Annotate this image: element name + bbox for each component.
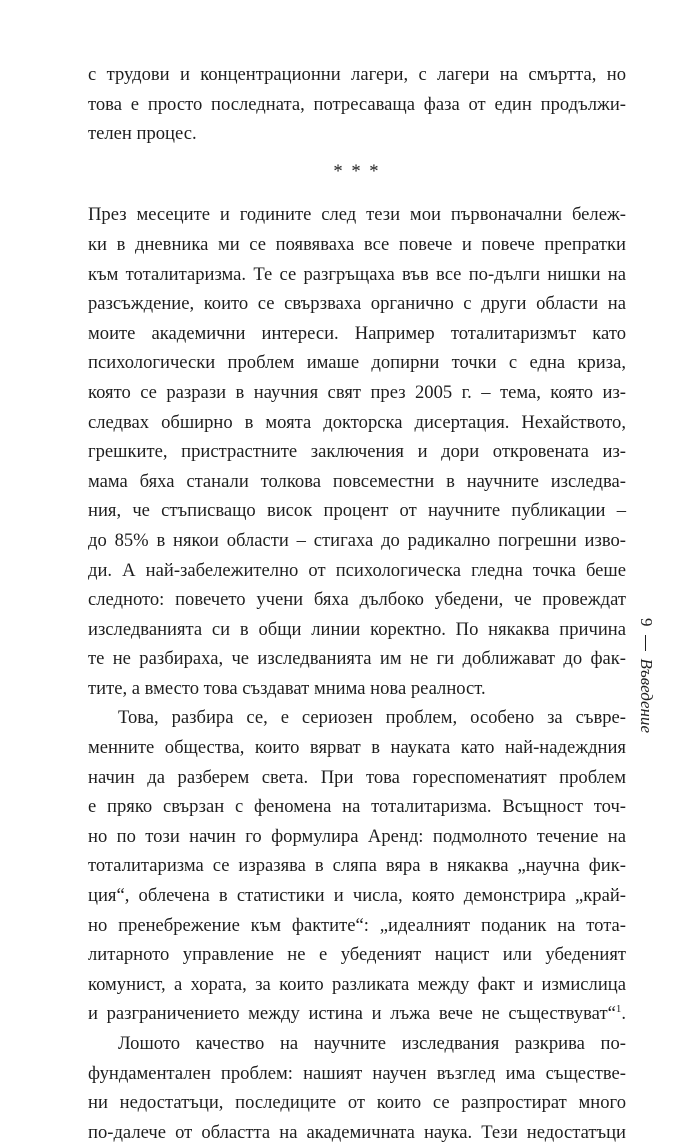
text-line: моите академични интереси. Например тоталитаризмът като <box>88 322 626 344</box>
text-line: Това, разбира се, е сериозен проблем, особено за съвре- <box>118 707 626 729</box>
text-line: През месеците и годините след тези мои първоначални бележ- <box>88 204 626 226</box>
text-line: с трудови и концентрационни лагери, с лагери на смъртта, но <box>88 64 626 85</box>
text-line: изследванията си в общи линии коректно. По някаква причина <box>88 618 626 640</box>
text-line: комунист, а хората, за които разликата между факт и измислица <box>88 973 626 995</box>
text-line: телен процес. <box>88 123 197 145</box>
body-text <box>88 60 626 1147</box>
text-line: литарното управление не е убеденият нацист или убеденият <box>88 944 626 966</box>
text-line: ди. А най-забележително от психологическа гледна точка беше <box>88 559 626 581</box>
page-number: 9 <box>637 618 656 627</box>
text-line: фундаментален проблем: нашият научен възглед има съществе- <box>88 1062 626 1084</box>
text-line: ния, че стъписващо висок процент от научните публикации – <box>88 500 626 522</box>
text-line: менните общества, които вярват в науката като най-надеждния <box>88 737 626 759</box>
text-line: следното: повечето учени бяха дълбоко убедени, че провеждат <box>88 589 626 611</box>
text-line: тоталитаризма се изразява в сляпа вяра в някаква „научна фик- <box>88 855 626 877</box>
text-line: разсъждение, които се свързваха органично с други области на <box>88 293 626 315</box>
text-line: психологически проблем имаше допирни точки с една криза, <box>88 352 626 374</box>
text-line: е пряко свързан с феномена на тоталитаризма. Всъщност точ- <box>88 796 626 818</box>
text-line: грешките, пристрастните заключения и дори откровената из- <box>88 441 626 463</box>
text-line: която се разрази в научния свят през 2005 г. – тема, която из- <box>88 381 626 403</box>
header-divider <box>646 635 647 651</box>
text-line: това е просто последната, потресаваща фаза от един продължи- <box>88 93 626 115</box>
text-line: те не разбираха, че изследванията им не ги доближават до фак- <box>88 648 626 670</box>
text-line: ки в дневника ми се появяваха все повече и повече препратки <box>88 233 626 255</box>
text-line: но пренебрежение към фактите“: „идеалният поданик на тота- <box>88 914 626 936</box>
running-header-content <box>636 618 656 818</box>
text-line: но по този начин го формулира Аренд: подмолното течение на <box>88 825 626 847</box>
text-line: ни недостатъци, последиците от които се разпростират много <box>88 1092 626 1114</box>
text-line: ция“, облечена в статистики и числа, която демонстрира „край- <box>88 885 626 907</box>
section-title: Въведение <box>637 658 656 734</box>
text-line: следвах обширно в моята докторска дисертация. Нехайството, <box>88 411 626 433</box>
text-line: до 85% в някои области – стигаха до радикално погрешни изво- <box>88 529 626 551</box>
footnote-reference[interactable]: 1 <box>615 1003 622 1016</box>
text-line-with-footnote: и разграничението между истина и лъжа вече не съществуват“$^1$. <box>88 1003 626 1025</box>
section-separator: * * * <box>333 160 381 182</box>
text-line: тите, а вместо това създават мнима нова реалност. <box>88 677 486 699</box>
text-line: по-далече от областта на академичната наука. Тези недостатъци <box>88 1121 626 1143</box>
text-line: Лошото качество на научните изследвания разкрива по- <box>118 1033 626 1054</box>
text-line: към тоталитаризма. Те се разгръщаха във все по-дълги нишки на <box>88 263 626 285</box>
text-line: мама бяха станали толкова повсеместни в научните изследва- <box>88 470 626 492</box>
text-line: начин да разберем света. При това гореспоменатият проблем <box>88 766 626 788</box>
text-line-content: и разграничението между истина и лъжа вече не съществуват“ <box>88 1003 616 1025</box>
